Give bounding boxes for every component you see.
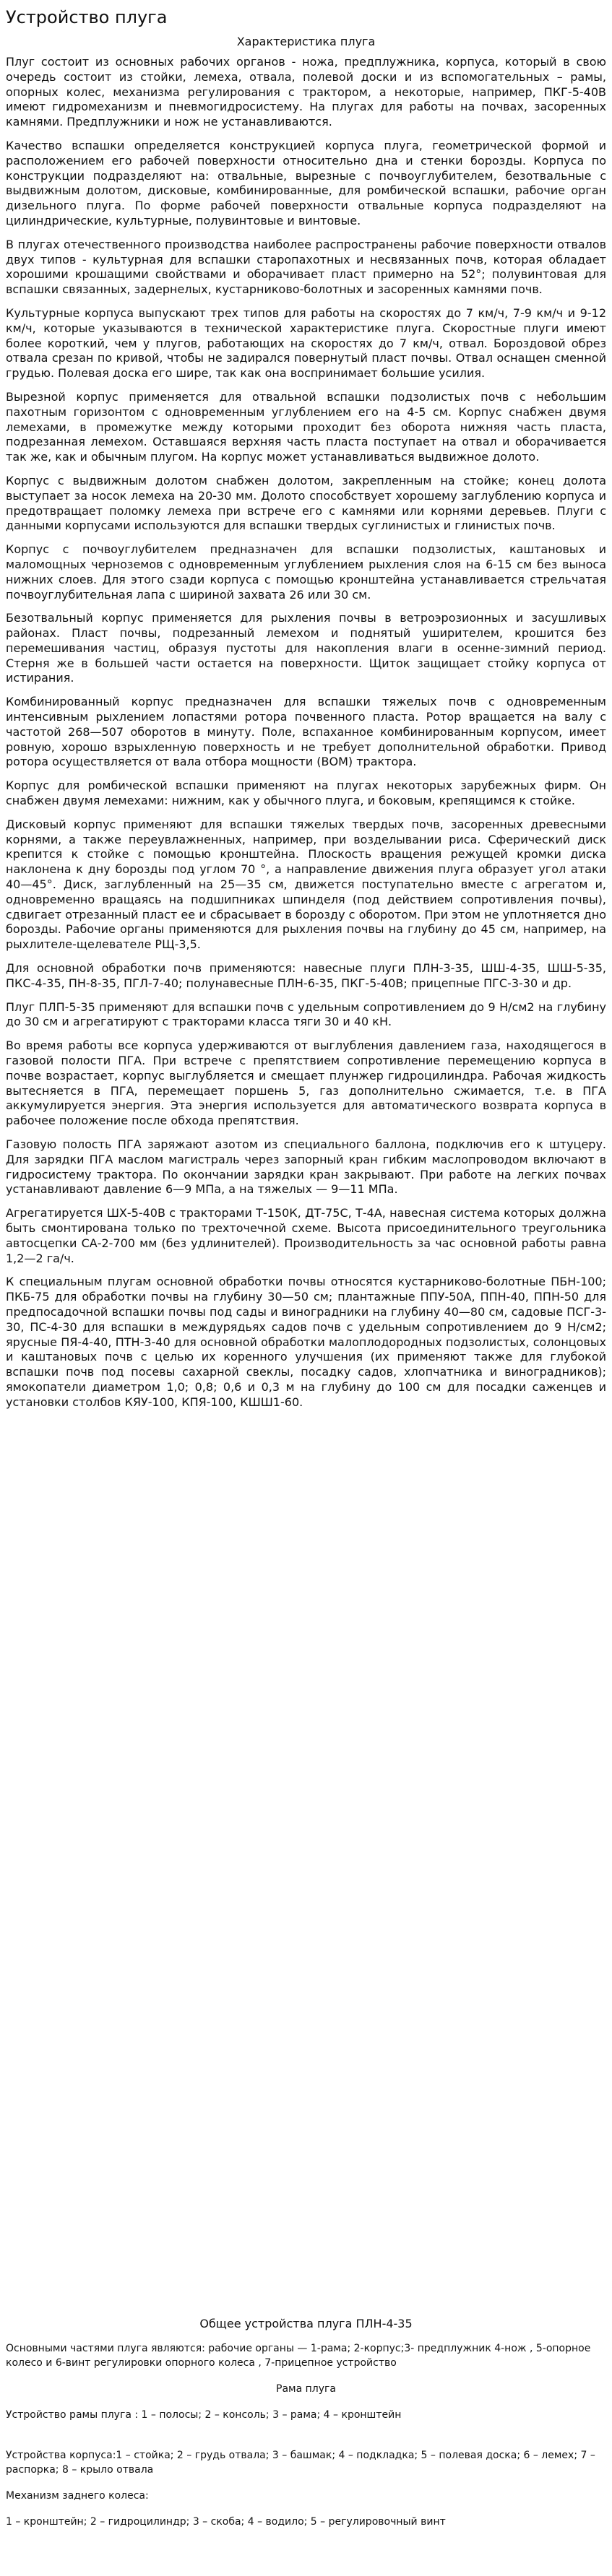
frame-parts-text: Устройство рамы плуга : 1 – полосы; 2 – консоль; 3 – рама; 4 – кронштейн xyxy=(6,2409,402,2421)
frame-heading: Рама плуга xyxy=(276,2383,336,2395)
section-subtitle: Характеристика плуга xyxy=(236,35,376,48)
paragraph-cultural-bodies: Культурные корпуса выпускают трех типов для работы на скоростях до 7 км/ч, 7-9 км/ч и 9-12 км/ч, которые указываются в технической характеристике плуга. Скоростные плуги имеют более короткий, чем у плугов, работающих на скоростях до 7 км/ч, отвал. Бороздовой обрез отвала срезан по кривой, чтобы не задирался повернутый пласт почвы. Отвал оснащен сменной грудью. Полевая доска его шире, так как она воспринимает большие усилия. xyxy=(6,305,606,381)
page-title: Устройство плуга xyxy=(6,7,168,27)
body-parts-text: Устройства корпуса:1 – стойка; 2 – грудь отвала; 3 – башмак; 4 – подкладка; 5 – полевая доска; 6 – лемех; 7 – распорка; 8 – крыло отвала xyxy=(6,2450,595,2476)
paragraph-moldboardless-body: Безотвальный корпус применяется для рыхления почвы в ветроэрозионных и засушливых районах. Пласт почвы, подрезанный лемехом и поднятый уширителем, крошится без перемешивания частиц, образуя пустоты для накопления влаги в осенне-зимний период. Стерня же в большей части остается на поверхности. Щиток защищает стойку корпуса от истирания. xyxy=(6,611,606,685)
paragraph-plow-models: Для основной обработки почв применяются: навесные плуги ПЛН-3-35, ШШ-4-35, ШШ-5-35, ПКС-4-35, ПН-8-35, ПГЛ-7-40; полунавесные ПЛН-6-35, ПКГ-5-40В; прицепные ПГС-3-30 и др. xyxy=(6,961,606,990)
paragraph-special-plows: К специальным плугам основной обработки почвы относятся кустарниково-болотные ПБН-100; ПКБ-75 для обработки почвы на глубину 30—50 см; плантажные ППУ-50А, ППН-40, ППН-50 для предпосадочной вспашки почвы под сады и виноградники на глубину 40—80 см, садовые ПСГ-3-30, ПС-4-30 для вспашки в междурядьях садов почв с удельным сопротивлением до 9 Н/см2; ярусные ПЯ-4-40, ПТН-3-40 для основной обработки малоплодородных подзолистых, солонцовых и каштановых почв с целью их коренного улучшения (их применяют также для глубокой вспашки почв под посевы сахарной свеклы, посадку садов, хлопчатника и виноградников); ямокопатели диаметром 1,0; 0,8; 0,6 и 0,3 м на глубину до 100 см для посадки саженцев и установки столбов КЯУ-100, КПЯ-100, КШШ1-60. xyxy=(6,1275,606,1409)
rear-wheel-heading: Механизм заднего колеса: xyxy=(6,2490,149,2502)
paragraph-combined-body: Комбинированный корпус предназначен для вспашки тяжелых почв с одновременным интенсивным рыхлением лопастями ротора почвенного пласта. Ротор вращается на валу с частотой 268—507 оборотов в минуту. Поле, вспаханное комбинированным корпусом, имеет ровную, хорошо взрыхленную поверхность и не требует дополнительной обработки. Привод ротора осуществляется от вала отбора мощности (ВОМ) трактора. xyxy=(6,695,606,769)
paragraph-moldboard-types: В плугах отечественного производства наиболее распространены рабочие поверхности отвалов двух типов - культурная для вспашки старопахотных и несвязанных почв, которая обладает хорошими крошащими свойствами и оборачивает пласт примерно на 52°; полувинтовая для вспашки связанных, задернелых, кустарниково-болотных и засоренных камнями почв. xyxy=(6,237,606,297)
paragraph-disc-body: Дисковый корпус применяют для вспашки тяжелых твердых почв, засоренных древесными корнями, а также переувлажненных, например, при возделывании риса. Сферический диск крепится к стойке с помощью кронштейна. Плоскость вращения режущей кромки диска наклонена к дну борозды под углом 70 °, а направление движения плуга образует угол атаки 40—45°. Диск, заглубленный на 25—35 см, движется поступательно вместе с агрегатом и, одновременно вращаясь на подшипниках шпинделя (под действием сопротивления почвы), сдвигает отрезанный пласт ее и сбрасывает в борозду с оборотом. При этом не уплотняется дно борозды. Рабочие органы применяются для рыхления почвы на глубину до 45 см, например, на рыхлителе-щелевателе РЩ-3,5. xyxy=(6,817,606,952)
paragraph-pga-charging: Газовую полость ПГА заряжают азотом из специального баллона, подключив его к штуцеру. Для зарядки ПГА маслом магистраль через запорный кран гибким маслопроводом включают в гидросистему трактора. По окончании зарядки кран закрывают. При работе на легких почвах устанавливают давление 6—9 МПа, а на тяжелых — 9—11 МПа. xyxy=(6,1137,606,1197)
article-body xyxy=(6,55,606,1410)
main-parts-text: Основными частями плуга являются: рабочие органы — 1-рама; 2-корпус;3- предплужник 4-нож , 5-опорное колесо и 6-винт регулировки опорного колеса , 7-прицепное устройство xyxy=(6,2343,591,2369)
rear-wheel-parts-text: 1 – кронштейн; 2 – гидроцилиндр; 3 – скоба; 4 – водило; 5 – регулировочный винт xyxy=(6,2516,446,2528)
paragraph-cutout-body: Вырезной корпус применяется для отвальной вспашки подзолистых почв с небольшим пахотным горизонтом с одновременным углублением его на 4-5 см. Корпус снабжен двумя лемехами, в промежутке между которыми проходит без оборота нижняя часть пласта, подрезанная лемехом. Оставшаяся верхняя часть пласта поступает на отвал и оборачивается так же, как и обычным плугом. На корпус может устанавливаться выдвижное долото. xyxy=(6,389,606,464)
paragraph-plow-composition: Плуг состоит из основных рабочих органов - ножа, предплужника, корпуса, который в свою очередь состоит из стойки, лемеха, отвала, полевой доски и из вспомогательных – рамы, опорных колес, механизма регулирования с трактором, а некоторые, например, ПКГ-5-40В имеют гидромеханизм и пневмогидросистему. На плугах для работы на почвах, засоренных камнями. Предплужники и нож не устанавливаются. xyxy=(6,55,606,129)
paragraph-subsoiler-body: Корпус с почвоуглубителем предназначен для вспашки подзолистых, каштановых и маломощных черноземов с одновременным углублением рыхления слоя на 6-15 см без выноса нижних слоев. Для этого сзади корпуса с помощью кронштейна устанавливается стрельчатая почвоуглубительная лапа с шириной захвата 26 или 30 см. xyxy=(6,542,606,602)
paragraph-gas-pressure: Во время работы все корпуса удерживаются от выглубления давлением газа, находящегося в газовой полости ПГА. При встрече с препятствием сопротивление перемещению корпуса в почве возрастает, корпус выглубляется и смещает плунжер гидроцилиндра. Рабочая жидкость вытесняется в ПГА, перемещает поршень 5, газ дополнительно сжимается, т.е. в ПГА аккумулируется энергия. Эта энергия используется для автоматического возврата корпуса в рабочее положение после обхода препятствия. xyxy=(6,1038,606,1128)
paragraph-aggregation: Агрегатируется ШХ-5-40В с тракторами Т-150К, ДТ-75С, Т-4А, навесная система которых должна быть смонтирована только по трехточечной схеме. Высота присоединительного треугольника автосцепки СА-2-700 мм (без удлинителей). Производительность за час основной работы равна 1,2—2 га/ч. xyxy=(6,1206,606,1265)
pln-structure-section xyxy=(6,2317,606,2529)
pln-section-title: Общее устройства плуга ПЛН-4-35 xyxy=(199,2317,413,2330)
paragraph-rhombic-body: Корпус для ромбической вспашки применяют на плугах некоторых зарубежных фирм. Он снабжен двумя лемехами: нижним, как у обычного плуга, и боковым, крепящимся к стойке. xyxy=(6,779,606,808)
paragraph-chisel-body: Корпус с выдвижным долотом снабжен долотом, закрепленным на стойке; конец долота выступает за носок лемеха на 20-30 мм. Долото способствует хорошему заглублению корпуса и предотвращает поломку лемеха при встрече его с камнями или корнями деревьев. Плуги с данными корпусами используются для вспашки твердых суглинистых и глинистых почв. xyxy=(6,473,606,533)
paragraph-plp-plow: Плуг ПЛП-5-35 применяют для вспашки почв с удельным сопротивлением до 9 Н/см2 на глубину до 30 см и агрегатируют с тракторами класса тяги 30 и 40 кН. xyxy=(6,999,606,1029)
paragraph-plowing-quality: Качество вспашки определяется конструкцией корпуса плуга, геометрической формой и расположением его рабочей поверхности относительно дна и стенки борозды. Корпуса по конструкции подразделяют на: отвальные, вырезные с почвоуглубителем, безотвальные с выдвижным долотом, дисковые, комбинированные, для ромбической вспашки, рабочие орган дизельного плуга. По форме рабочей поверхности отвальные корпуса подразделяют на цилиндрические, культурные, полувинтовые и винтовые. xyxy=(6,138,606,227)
